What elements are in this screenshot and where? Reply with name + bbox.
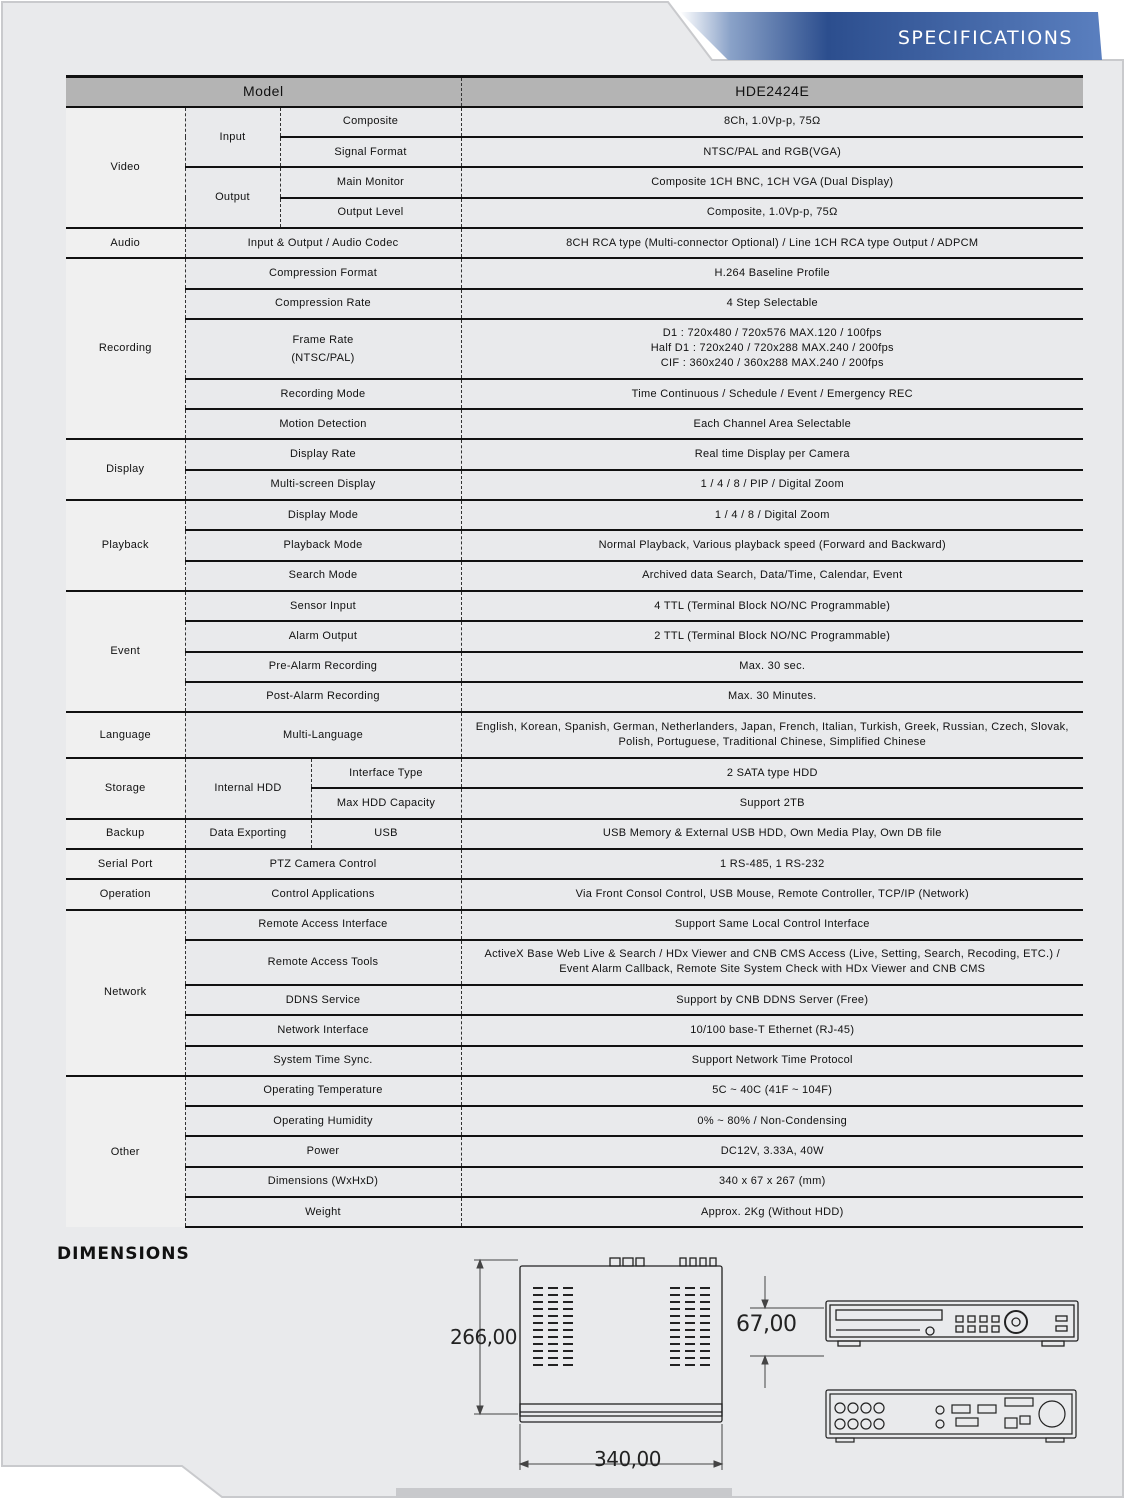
spec-value: Max. 30 Minutes. bbox=[461, 682, 1083, 712]
frame-rate-line: D1 : 720x480 / 720x576 MAX.120 / 100fps bbox=[662, 327, 882, 340]
spec-value: 4 TTL (Terminal Block NO/NC Programmable) bbox=[461, 591, 1083, 621]
table-row bbox=[66, 591, 1083, 621]
spec-label: Compression Format bbox=[185, 258, 461, 288]
category-backup: Backup bbox=[66, 819, 185, 849]
category-operation: Operation bbox=[66, 879, 185, 909]
spec-label: Compression Rate bbox=[185, 289, 461, 319]
table-row bbox=[66, 1046, 1083, 1076]
table-row bbox=[66, 439, 1083, 469]
spec-value: Real time Display per Camera bbox=[461, 439, 1083, 469]
spec-label: Control Applications bbox=[185, 879, 461, 909]
video-output-label: Output bbox=[185, 167, 280, 228]
spec-label: Multi-screen Display bbox=[185, 470, 461, 500]
category-video: Video bbox=[66, 107, 185, 228]
spec-value: H.264 Baseline Profile bbox=[461, 258, 1083, 288]
height-dimension-label: 67,00 bbox=[736, 1312, 797, 1337]
banner-title: SPECIFICATIONS bbox=[897, 27, 1073, 49]
table-row bbox=[66, 379, 1083, 409]
table-row bbox=[66, 849, 1083, 879]
spec-label: Motion Detection bbox=[185, 409, 461, 439]
category-serial-port: Serial Port bbox=[66, 849, 185, 879]
spec-value: Approx. 2Kg (Without HDD) bbox=[461, 1197, 1083, 1227]
category-playback: Playback bbox=[66, 500, 185, 591]
spec-value: Max. 30 sec. bbox=[461, 652, 1083, 682]
spec-value: Support Network Time Protocol bbox=[461, 1046, 1083, 1076]
spec-label: Multi-Language bbox=[185, 712, 461, 758]
table-row bbox=[66, 879, 1083, 909]
spec-label: Interface Type bbox=[311, 758, 461, 788]
spec-label: Operating Temperature bbox=[185, 1076, 461, 1106]
dimensions-drawing bbox=[440, 1248, 1100, 1480]
spec-label: Dimensions (WxHxD) bbox=[185, 1167, 461, 1197]
front-view-drawing bbox=[826, 1301, 1078, 1346]
spec-value: Composite, 1.0Vp-p, 75Ω bbox=[461, 198, 1083, 228]
table-row bbox=[66, 530, 1083, 560]
spec-value: Support 2TB bbox=[461, 788, 1083, 818]
spec-label: Remote Access Interface bbox=[185, 910, 461, 940]
frame-rate-line: Half D1 : 720x240 / 720x288 MAX.240 / 200fps bbox=[650, 342, 894, 355]
table-row bbox=[66, 1136, 1083, 1166]
spec-label: Max HDD Capacity bbox=[311, 788, 461, 818]
spec-value: 1 / 4 / 8 / Digital Zoom bbox=[461, 500, 1083, 530]
table-row bbox=[66, 758, 1083, 788]
table-row bbox=[66, 652, 1083, 682]
dimension-lines bbox=[474, 1260, 824, 1470]
backup-sub-label: Data Exporting bbox=[185, 819, 311, 849]
video-input-label: Input bbox=[185, 107, 280, 168]
spec-label: Alarm Output bbox=[185, 621, 461, 651]
spec-label: Output Level bbox=[280, 198, 461, 228]
spec-label: Playback Mode bbox=[185, 530, 461, 560]
spec-label: Display Rate bbox=[185, 439, 461, 469]
spec-value: 1 RS-485, 1 RS-232 bbox=[461, 849, 1083, 879]
spec-label bbox=[185, 319, 461, 379]
frame-rate-label-line: (NTSC/PAL) bbox=[291, 351, 355, 364]
spec-label: Search Mode bbox=[185, 561, 461, 591]
table-row bbox=[66, 712, 1083, 758]
language-line: English, Korean, Spanish, German, Netherlanders, Japan, French, Italian, Turkish, Greek, Russian, Czech, Slovak, bbox=[475, 721, 1069, 734]
spec-value: Normal Playback, Various playback speed (Forward and Backward) bbox=[461, 530, 1083, 560]
category-audio: Audio bbox=[66, 228, 185, 258]
spec-label: Power bbox=[185, 1136, 461, 1166]
spec-label: DDNS Service bbox=[185, 985, 461, 1015]
table-row bbox=[66, 228, 1083, 258]
spec-value: Composite 1CH BNC, 1CH VGA (Dual Display) bbox=[461, 167, 1083, 197]
spec-value bbox=[461, 940, 1083, 985]
spec-label: System Time Sync. bbox=[185, 1046, 461, 1076]
top-view-drawing bbox=[520, 1258, 722, 1422]
spec-value: Each Channel Area Selectable bbox=[461, 409, 1083, 439]
spec-value: 5C ~ 40C (41F ~ 104F) bbox=[461, 1076, 1083, 1106]
storage-sub-label: Internal HDD bbox=[185, 758, 311, 819]
width-dimension-label: 340,00 bbox=[594, 1447, 661, 1471]
spec-value bbox=[461, 319, 1083, 379]
table-row bbox=[66, 1197, 1083, 1227]
table-row bbox=[66, 500, 1083, 530]
table-row bbox=[66, 1106, 1083, 1136]
spec-value: USB Memory & External USB HDD, Own Media Play, Own DB file bbox=[461, 819, 1083, 849]
spec-label: Recording Mode bbox=[185, 379, 461, 409]
spec-label: Pre-Alarm Recording bbox=[185, 652, 461, 682]
spec-label: Main Monitor bbox=[280, 167, 461, 197]
spec-value: Archived data Search, Data/Time, Calendar, Event bbox=[461, 561, 1083, 591]
spec-label: Sensor Input bbox=[185, 591, 461, 621]
spec-label: Display Mode bbox=[185, 500, 461, 530]
spec-value: 0% ~ 80% / Non-Condensing bbox=[461, 1106, 1083, 1136]
spec-value: Support Same Local Control Interface bbox=[461, 910, 1083, 940]
spec-label: Weight bbox=[185, 1197, 461, 1227]
table-header-row bbox=[66, 77, 1083, 107]
table-row bbox=[66, 107, 1083, 137]
table-row bbox=[66, 940, 1083, 985]
category-recording: Recording bbox=[66, 258, 185, 439]
table-row bbox=[66, 682, 1083, 712]
table-row bbox=[66, 621, 1083, 651]
spec-label: Input & Output / Audio Codec bbox=[185, 228, 461, 258]
table-row bbox=[66, 1076, 1083, 1106]
spec-value: Support by CNB DDNS Server (Free) bbox=[461, 985, 1083, 1015]
table-row bbox=[66, 985, 1083, 1015]
spec-label: PTZ Camera Control bbox=[185, 849, 461, 879]
spec-label: Remote Access Tools bbox=[185, 940, 461, 985]
spec-value: Via Front Consol Control, USB Mouse, Remote Controller, TCP/IP (Network) bbox=[461, 879, 1083, 909]
category-storage: Storage bbox=[66, 758, 185, 819]
table-row bbox=[66, 319, 1083, 379]
table-row bbox=[66, 289, 1083, 319]
vent-slots bbox=[533, 1288, 710, 1365]
category-network: Network bbox=[66, 910, 185, 1076]
spec-value: 2 TTL (Terminal Block NO/NC Programmable) bbox=[461, 621, 1083, 651]
table-row bbox=[66, 561, 1083, 591]
rear-view-drawing bbox=[826, 1390, 1076, 1442]
category-display: Display bbox=[66, 439, 185, 500]
remote-tools-line: Event Alarm Callback, Remote Site System Check with HDx Viewer and CNB CMS bbox=[559, 963, 986, 976]
spec-value: 1 / 4 / 8 / PIP / Digital Zoom bbox=[461, 470, 1083, 500]
table-row bbox=[66, 1167, 1083, 1197]
category-other: Other bbox=[66, 1076, 185, 1227]
spec-value: DC12V, 3.33A, 40W bbox=[461, 1136, 1083, 1166]
spec-value: NTSC/PAL and RGB(VGA) bbox=[461, 137, 1083, 167]
spec-label: Composite bbox=[280, 107, 461, 137]
spec-label: Operating Humidity bbox=[185, 1106, 461, 1136]
table-row bbox=[66, 258, 1083, 288]
spec-value: 4 Step Selectable bbox=[461, 289, 1083, 319]
model-label: Model bbox=[66, 77, 461, 107]
spec-value: 8Ch, 1.0Vp-p, 75Ω bbox=[461, 107, 1083, 137]
frame-rate-line: CIF : 360x240 / 360x288 MAX.240 / 200fps bbox=[660, 357, 884, 370]
dimensions-title: DIMENSIONS bbox=[57, 1244, 190, 1264]
spec-label: Post-Alarm Recording bbox=[185, 682, 461, 712]
spec-value bbox=[461, 712, 1083, 758]
table-row bbox=[66, 409, 1083, 439]
depth-dimension-label: 266,00 bbox=[450, 1325, 517, 1349]
spec-label: USB bbox=[311, 819, 461, 849]
spec-value: 2 SATA type HDD bbox=[461, 758, 1083, 788]
dimension-diagrams bbox=[440, 1248, 1100, 1480]
model-value: HDE2424E bbox=[461, 77, 1083, 107]
table-row bbox=[66, 167, 1083, 197]
language-line: Polish, Portuguese, Traditional Chinese, Simplified Chinese bbox=[618, 736, 927, 749]
category-language: Language bbox=[66, 712, 185, 758]
remote-tools-line: ActiveX Base Web Live & Search / HDx Viewer and CNB CMS Access (Live, Setting, Search, Recoding, ETC.) / bbox=[484, 948, 1061, 961]
frame-rate-label-line: Frame Rate bbox=[292, 333, 354, 346]
table-row bbox=[66, 910, 1083, 940]
category-event: Event bbox=[66, 591, 185, 712]
spec-label: Network Interface bbox=[185, 1015, 461, 1045]
table-row bbox=[66, 1015, 1083, 1045]
spec-value: 340 x 67 x 267 (mm) bbox=[461, 1167, 1083, 1197]
specifications-table bbox=[66, 75, 1083, 1228]
table-row bbox=[66, 819, 1083, 849]
table-row bbox=[66, 470, 1083, 500]
spec-label: Signal Format bbox=[280, 137, 461, 167]
spec-value: 8CH RCA type (Multi-connector Optional) / Line 1CH RCA type Output / ADPCM bbox=[461, 228, 1083, 258]
spec-value: 10/100 base-T Ethernet (RJ-45) bbox=[461, 1015, 1083, 1045]
spec-value: Time Continuous / Schedule / Event / Emergency REC bbox=[461, 379, 1083, 409]
